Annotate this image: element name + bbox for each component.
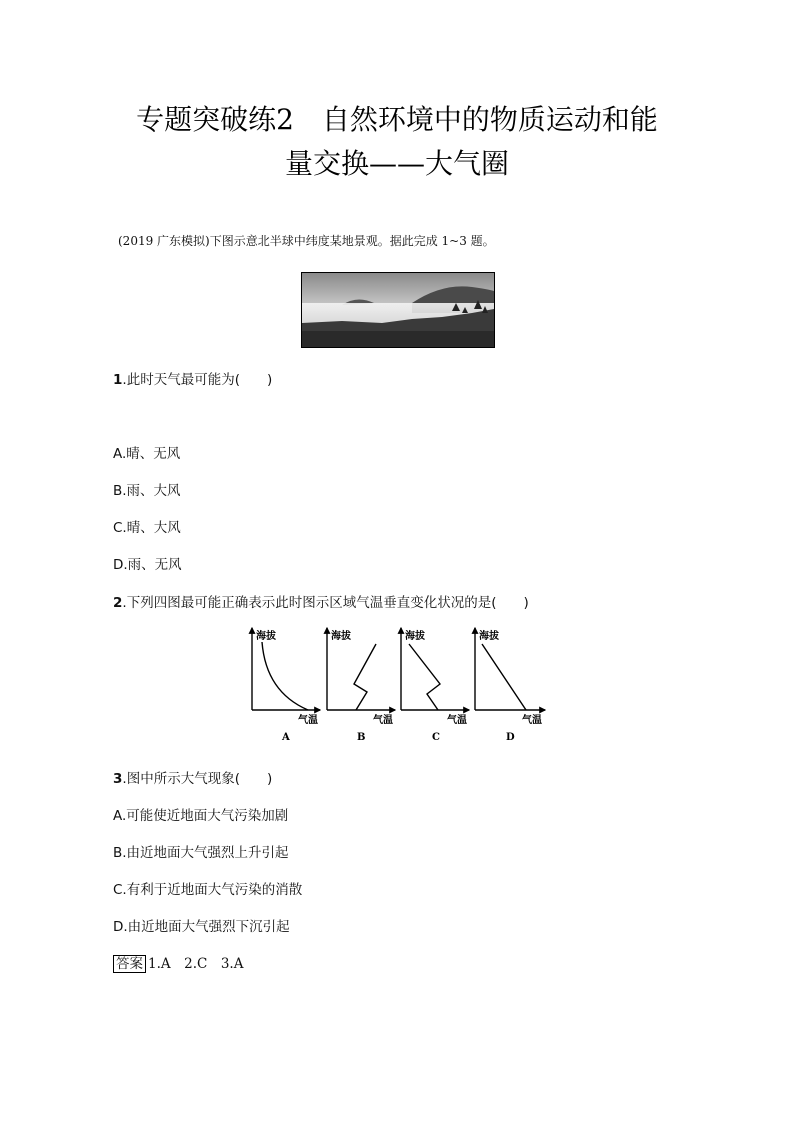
chart-a-ylabel: 海拔	[256, 631, 276, 642]
question-3	[113, 767, 272, 787]
intro-text: (2019 广东模拟)下图示意北半球中纬度某地景观。据此完成 1~3 题。	[118, 234, 495, 248]
temperature-altitude-charts	[240, 622, 560, 752]
chart-d-ylabel: 海拔	[479, 631, 499, 642]
question-1-text: .此时天气最可能为( )	[122, 372, 273, 388]
page-title-line1: 专题突破练2 自然环境中的物质运动和能	[136, 103, 658, 136]
question-3-number: 3	[113, 771, 123, 787]
q3-option-b: B.由近地面大气强烈上升引起	[113, 845, 289, 861]
chart-c-ylabel: 海拔	[405, 631, 425, 642]
q3-option-c: C.有利于近地面大气污染的消散	[113, 882, 303, 898]
chart-b-panel-label: B	[357, 732, 366, 743]
q1-option-c: C.晴、大风	[113, 520, 181, 536]
landscape-photo	[301, 272, 495, 348]
chart-a-panel-label: A	[282, 732, 290, 743]
q1-option-a: A.晴、无风	[113, 446, 181, 462]
q1-option-d: D.雨、无风	[113, 557, 182, 573]
chart-a	[252, 628, 320, 743]
chart-c	[401, 628, 469, 743]
chart-d	[475, 628, 545, 743]
question-3-text: .图中所示大气现象( )	[122, 771, 273, 787]
question-1	[113, 368, 272, 388]
answer-items: 1.A 2.C 3.A	[148, 956, 244, 972]
chart-c-xlabel: 气温	[447, 715, 467, 726]
chart-c-panel-label: C	[432, 732, 440, 743]
chart-b-ylabel: 海拔	[331, 631, 351, 642]
chart-d-panel-label: D	[506, 732, 515, 743]
q3-option-a: A.可能使近地面大气污染加剧	[113, 808, 289, 824]
question-2-text: .下列四图最可能正确表示此时图示区域气温垂直变化状况的是( )	[122, 595, 529, 611]
chart-b	[327, 628, 395, 743]
answer-label: 答案	[113, 955, 146, 973]
chart-a-xlabel: 气温	[298, 715, 318, 726]
question-2-number: 2	[113, 595, 123, 611]
question-2	[113, 591, 529, 611]
page-title-line2: 量交换——大气圈	[284, 147, 509, 180]
chart-b-xlabel: 气温	[373, 715, 393, 726]
q3-option-d: D.由近地面大气强烈下沉引起	[113, 919, 290, 935]
question-1-number: 1	[113, 372, 123, 388]
q1-option-b: B.雨、大风	[113, 483, 181, 499]
chart-d-xlabel: 气温	[522, 715, 542, 726]
answer-line	[113, 952, 243, 972]
